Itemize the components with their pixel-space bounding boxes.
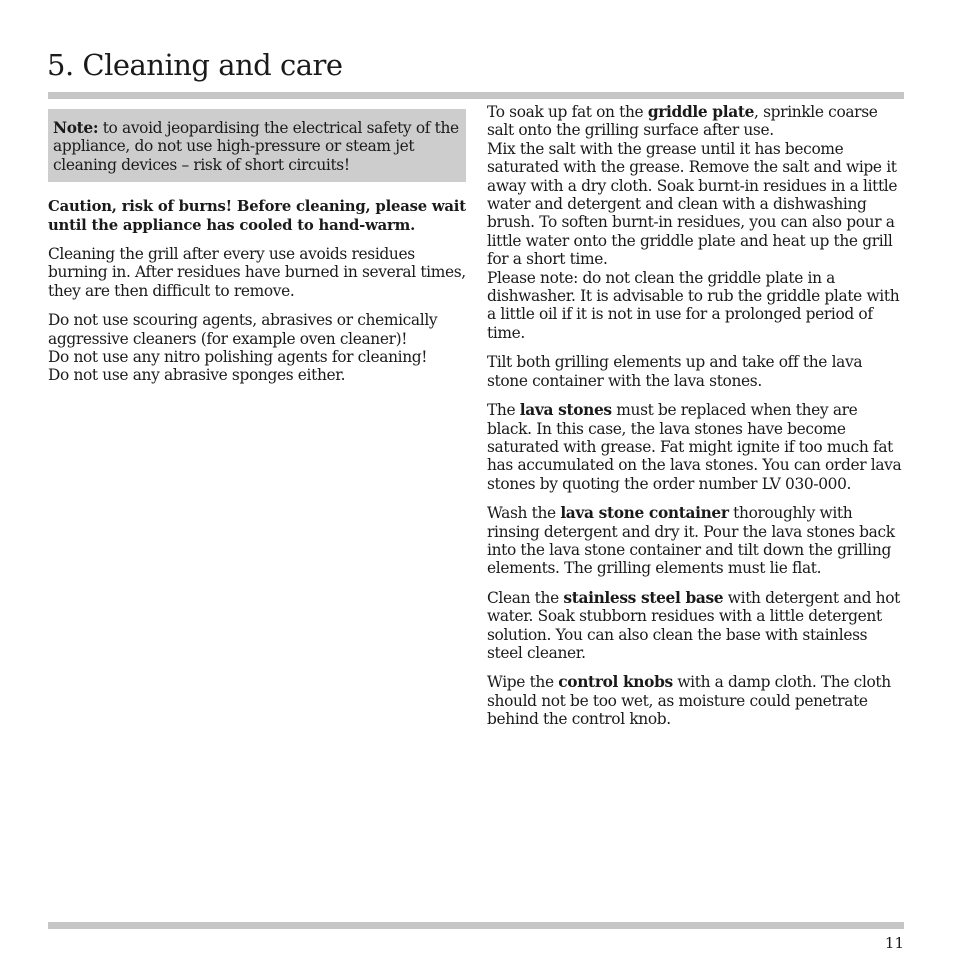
text-run: Clean the <box>487 588 564 607</box>
paragraph-lava-stones <box>487 401 905 493</box>
left-column <box>48 103 466 396</box>
term-control-knobs: control knobs <box>558 673 673 692</box>
note-label: Note: <box>53 119 99 137</box>
page-number: 11 <box>884 934 904 952</box>
note-box <box>48 109 466 182</box>
right-column <box>487 103 905 740</box>
page-title: 5. Cleaning and care <box>47 48 343 82</box>
term-lava-stone-container: lava stone container <box>560 504 729 523</box>
text-run: , sprinkle coarse salt onto the grilling surface after use. <box>487 103 878 140</box>
warning-line-2: Do not use any nitro polishing agents for cleaning! <box>48 348 428 367</box>
paragraph-warnings <box>48 311 466 385</box>
text-run: must be replaced when they are black. In this case, the lava stones have become saturated with grease. Fat might ignite if too much fat has accumulated on the lava stones. You can order lava stones by quoting the order number LV 030-000. <box>487 401 902 493</box>
text-run: Wipe the <box>487 673 559 692</box>
text-run: The <box>487 401 520 420</box>
text-run: Wash the <box>487 504 561 523</box>
term-griddle-plate: griddle plate <box>647 103 755 121</box>
top-rule <box>48 92 904 99</box>
paragraph-griddle-plate <box>487 103 905 342</box>
term-lava-stones: lava stones <box>519 401 612 420</box>
text-run: To soak up fat on the <box>487 103 648 121</box>
bottom-rule <box>48 922 904 929</box>
paragraph-residues: Cleaning the grill after every use avoids residues burning in. After residues have burned in several times, they are then difficult to remove. <box>48 245 466 300</box>
text-run: with a damp cloth. The cloth should not be too wet, as moisture could penetrate behind the control knob. <box>487 673 891 729</box>
paragraph-lava-container <box>487 504 905 578</box>
paragraph-control-knobs <box>487 673 905 728</box>
text-run: thoroughly with rinsing detergent and dry it. Pour the lava stones back into the lava stone container and tilt down the grilling elements. The grilling elements must lie flat. <box>487 504 895 578</box>
paragraph-tilt: Tilt both grilling elements up and take off the lava stone container with the lava stones. <box>487 353 863 390</box>
text-run: Mix the salt with the grease until it has become saturated with the grease. Remove the salt and wipe it away with a dry cloth. Soak burnt-in residues in a little water and detergent and clean with a dishwashing brush. To soften burnt-in residues, you can also pour a little water onto the griddle plate and heat up the grill for a short time. <box>487 139 898 269</box>
warning-line-3: Do not use any abrasive sponges either. <box>48 366 346 385</box>
caution-text: Caution, risk of burns! Before cleaning, please wait until the appliance has cooled to hand-warm. <box>48 198 466 234</box>
text-run: Please note: do not clean the griddle plate in a dishwasher. It is advisable to rub the griddle plate with a little oil if it is not in use for a prolonged period of time. <box>487 268 900 342</box>
paragraph-steel-base <box>487 589 905 663</box>
text-run: with detergent and hot water. Soak stubborn residues with a little detergent solution. You can also clean the base with stainless steel cleaner. <box>487 588 900 662</box>
term-stainless-steel-base: stainless steel base <box>563 588 724 607</box>
warning-line-1: Do not use scouring agents, abrasives or chemically aggressive cleaners (for example oven cleaner)! <box>48 311 438 348</box>
note-text: to avoid jeopardising the electrical safety of the appliance, do not use high-pressure or steam jet cleaning devices – risk of short circuits! <box>53 119 459 174</box>
